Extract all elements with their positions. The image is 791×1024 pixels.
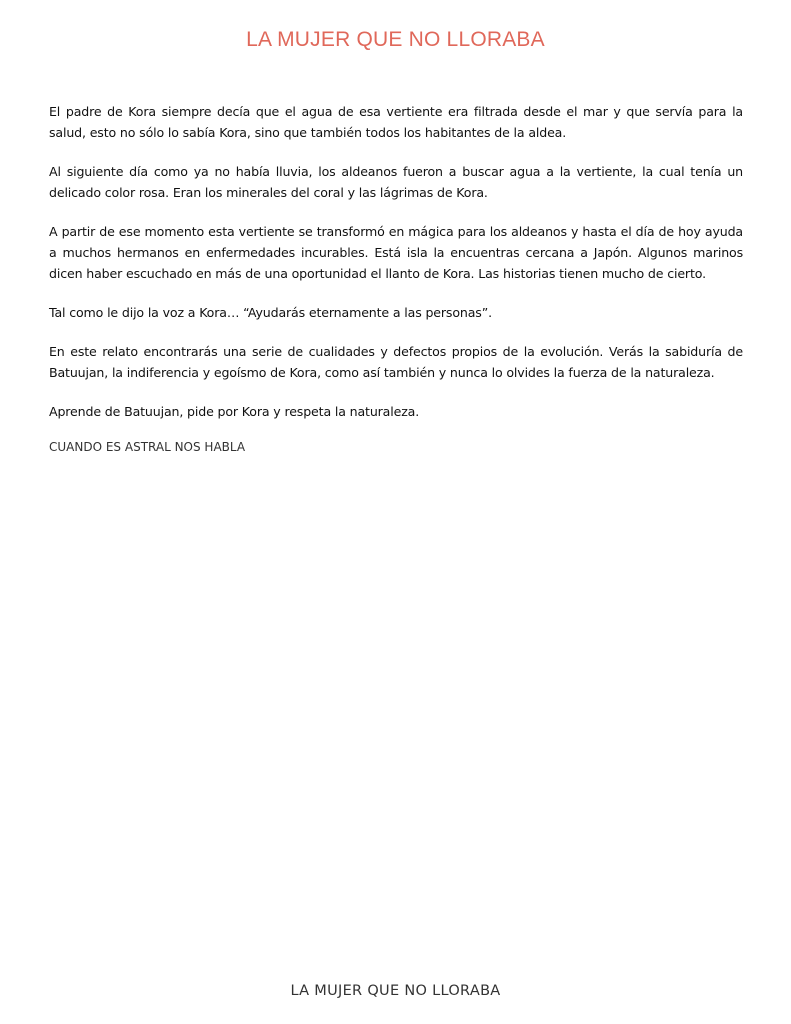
signature: CUANDO ES ASTRAL NOS HABLA: [49, 440, 246, 454]
paragraph: Al siguiente día como ya no había lluvia, los aldeanos fueron a buscar agua a la vertiente, la cual tenía un delicado color rosa. Eran los minerales del coral y las lágrimas de Kora.: [49, 164, 743, 200]
page-title: LA MUJER QUE NO LLORABA: [246, 28, 545, 51]
paragraph: Aprende de Batuujan, pide por Kora y respeta la naturaleza.: [49, 404, 420, 419]
paragraph: A partir de ese momento esta vertiente se transformó en mágica para los aldeanos y hasta el día de hoy ayuda a muchos hermanos en enfermedades incurables. Está isla la encuentras cercana a Japón. Algunos marinos dicen haber escuchado en más de una oportunidad el llanto de Kora. Las historias tienen mucho de cierto.: [49, 224, 743, 281]
story-body: [49, 101, 743, 454]
paragraph: Tal como le dijo la voz a Kora… “Ayudarás eternamente a las personas”.: [49, 305, 492, 320]
page-footer: LA MUJER QUE NO LLORABA: [290, 983, 501, 999]
paragraph: El padre de Kora siempre decía que el agua de esa vertiente era filtrada desde el mar y que servía para la salud, esto no sólo lo sabía Kora, sino que también todos los habitantes de la aldea.: [49, 104, 743, 140]
paragraph: En este relato encontrarás una serie de cualidades y defectos propios de la evolución. Verás la sabiduría de Batuujan, la indiferencia y egoísmo de Kora, como así también y nunca lo olvides la fuerza de la naturaleza.: [49, 344, 743, 380]
